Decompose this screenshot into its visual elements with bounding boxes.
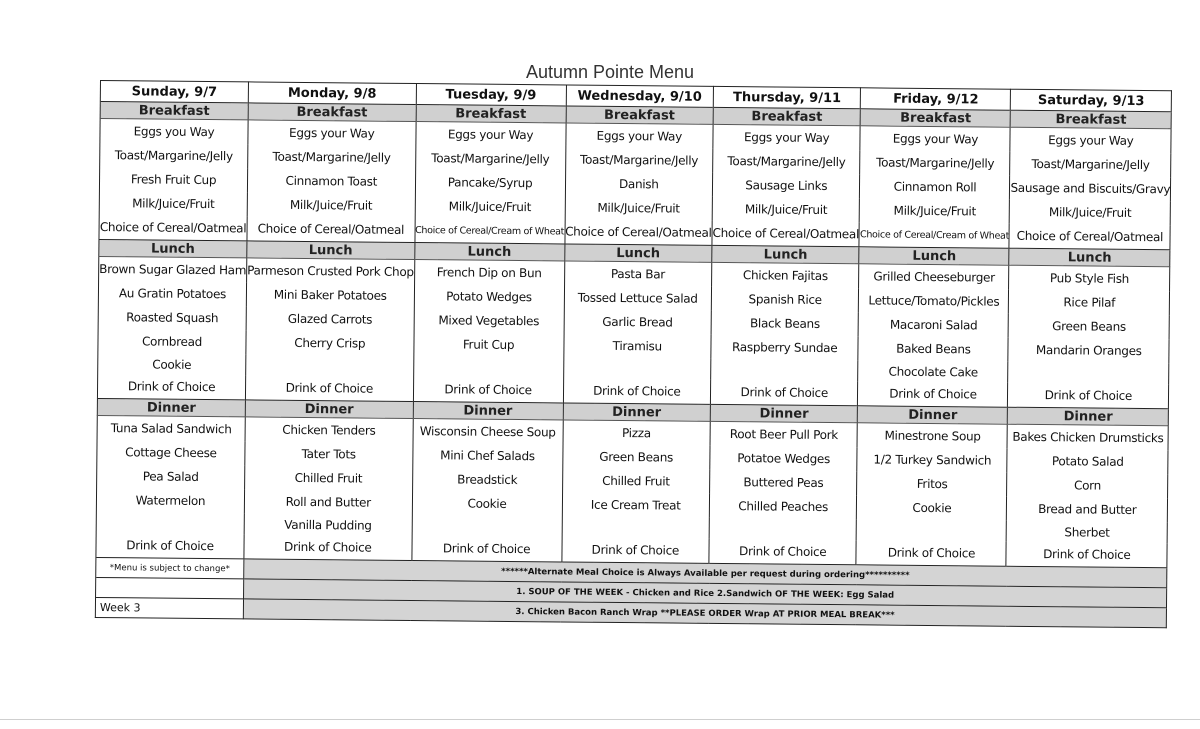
menu-item: Mini Baker Potatoes xyxy=(246,282,414,308)
lunch-section-header: Lunch xyxy=(1009,248,1170,267)
menu-item: Toast/Margarine/Jelly xyxy=(248,144,416,170)
breakfast-section-header: Breakfast xyxy=(248,103,416,122)
menu-item: Cherry Crisp xyxy=(246,330,414,356)
week-label: Week 3 xyxy=(95,597,243,618)
menu-item xyxy=(96,512,244,534)
menu-item: Potato Wedges xyxy=(414,284,564,309)
lunch-section-header: Lunch xyxy=(859,247,1009,265)
menu-item: Milk/Juice/Fruit xyxy=(1010,200,1171,226)
dinner-section-header: Dinner xyxy=(563,403,711,421)
menu-item: Cookie xyxy=(412,491,562,516)
day-header: Tuesday, 9/9 xyxy=(416,84,566,106)
menu-item xyxy=(413,356,563,378)
menu-item: Fritos xyxy=(857,471,1007,496)
menu-item: Milk/Juice/Fruit xyxy=(712,197,860,222)
wrap-order-note: 3. Chicken Bacon Ranch Wrap **PLEASE ORDER Wrap AT PRIOR MEAL BREAK*** xyxy=(243,599,1166,628)
menu-item: Milk/Juice/Fruit xyxy=(565,195,713,220)
menu-item: Fresh Fruit Cup xyxy=(99,167,247,192)
menu-item: Mixed Vegetables xyxy=(414,308,564,333)
menu-item: Grilled Cheeseburger xyxy=(859,264,1009,290)
menu-item: Macaroni Salad xyxy=(859,312,1009,337)
menu-item: Ice Cream Treat xyxy=(562,492,710,517)
menu-item: Drink of Choice xyxy=(710,380,858,406)
menu-item: Toast/Margarine/Jelly xyxy=(1010,152,1171,178)
menu-item xyxy=(709,518,857,540)
menu-item: Vanilla Pudding xyxy=(244,513,412,536)
lunch-section-header: Lunch xyxy=(414,243,564,261)
menu-item: Chicken Tenders xyxy=(245,417,413,443)
menu-item: Pizza xyxy=(563,420,711,446)
menu-item: Drink of Choice xyxy=(709,539,857,565)
menu-item xyxy=(1008,362,1169,385)
menu-item: Pasta Bar xyxy=(564,261,712,287)
menu-item: Chocolate Cake xyxy=(858,360,1008,382)
dinner-section-header: Dinner xyxy=(413,402,563,420)
breakfast-section-header: Breakfast xyxy=(713,107,861,125)
menu-item: French Dip on Bun xyxy=(414,260,564,286)
dinner-section-header: Dinner xyxy=(858,406,1008,424)
menu-item: Drink of Choice xyxy=(96,533,244,559)
menu-item: Toast/Margarine/Jelly xyxy=(415,146,565,171)
dinner-section-header: Dinner xyxy=(97,398,245,416)
menu-item: Rice Pilaf xyxy=(1009,290,1170,316)
menu-item: Sherbet xyxy=(1007,521,1168,544)
menu-item: Glazed Carrots xyxy=(246,306,414,332)
day-header: Saturday, 9/13 xyxy=(1011,89,1172,112)
menu-item: Watermelon xyxy=(96,488,244,513)
menu-item: Choice of Cereal/Cream of Wheat xyxy=(415,218,565,244)
menu-item: Root Beer Pull Pork xyxy=(710,421,858,447)
menu-item: 1/2 Turkey Sandwich xyxy=(857,447,1007,472)
menu-item xyxy=(246,354,414,377)
menu-item: Drink of Choice xyxy=(244,534,412,560)
lunch-section-header: Lunch xyxy=(564,244,712,262)
menu-item: Eggs your Way xyxy=(565,123,713,149)
breakfast-section-header: Breakfast xyxy=(100,102,248,120)
menu-item: Potato Salad xyxy=(1007,449,1168,475)
day-header: Sunday, 9/7 xyxy=(100,81,248,103)
menu-item: Pea Salad xyxy=(97,464,245,489)
menu-item: Garlic Bread xyxy=(564,309,712,334)
menu-item xyxy=(563,357,711,379)
menu-item: Spanish Rice xyxy=(711,287,859,312)
menu-item: Green Beans xyxy=(1009,314,1170,340)
alternate-meal-note: ******Alternate Meal Choice is Always Available per request during ordering********** xyxy=(244,559,1167,588)
menu-change-note: *Menu is subject to change* xyxy=(96,557,244,578)
lunch-section-header: Lunch xyxy=(247,241,415,260)
menu-item: Cookie xyxy=(98,353,246,375)
menu-item: Mandarin Oranges xyxy=(1008,338,1169,364)
weekly-menu-table xyxy=(95,80,1172,628)
menu-item: Parmeson Crusted Pork Chop xyxy=(247,258,415,284)
menu-item: Toast/Margarine/Jelly xyxy=(860,150,1010,175)
breakfast-section-header: Breakfast xyxy=(861,109,1011,127)
menu-item: Chilled Fruit xyxy=(562,468,710,493)
breakfast-section-header: Breakfast xyxy=(566,106,714,124)
menu-item: Toast/Margarine/Jelly xyxy=(100,143,248,168)
menu-item: Choice of Cereal/Cream of Wheat xyxy=(859,222,1009,248)
day-header: Wednesday, 9/10 xyxy=(566,85,714,107)
menu-item: Tuna Salad Sandwich xyxy=(97,415,245,441)
day-header: Monday, 9/8 xyxy=(248,82,416,105)
menu-item: Raspberry Sundae xyxy=(711,335,859,360)
menu-item: Milk/Juice/Fruit xyxy=(860,198,1010,223)
menu-item: Eggs your Way xyxy=(415,122,565,148)
menu-item: Drink of Choice xyxy=(1006,542,1167,568)
day-header: Thursday, 9/11 xyxy=(713,86,861,108)
dinner-section-header: Dinner xyxy=(1008,407,1169,426)
day-header: Friday, 9/12 xyxy=(861,88,1011,110)
menu-item: Eggs your Way xyxy=(860,126,1010,152)
menu-item xyxy=(562,516,710,538)
menu-item: Milk/Juice/Fruit xyxy=(415,194,565,219)
menu-item: Wisconsin Cheese Soup xyxy=(413,419,563,445)
menu-item: Chicken Fajitas xyxy=(712,262,860,288)
menu-item: Cottage Cheese xyxy=(97,440,245,465)
menu-item: Sausage and Biscuits/Gravy xyxy=(1010,176,1171,202)
menu-item: Eggs your Way xyxy=(713,124,861,150)
menu-item: Tossed Lettuce Salad xyxy=(564,285,712,310)
footer-spacer xyxy=(96,577,244,598)
menu-item: Drink of Choice xyxy=(856,540,1006,566)
menu-item: Milk/Juice/Fruit xyxy=(247,192,415,218)
menu-item xyxy=(412,515,562,537)
menu-item: Green Beans xyxy=(562,444,710,469)
menu-item: Pub Style Fish xyxy=(1009,265,1170,291)
menu-item: Choice of Cereal/Oatmeal xyxy=(712,221,860,247)
menu-item: Breadstick xyxy=(412,467,562,492)
menu-item: Choice of Cereal/Oatmeal xyxy=(565,219,713,245)
menu-item: Eggs your Way xyxy=(248,120,416,146)
menu-item: Eggs your Way xyxy=(1010,127,1171,153)
page-title: Autumn Pointe Menu xyxy=(525,62,695,82)
menu-item: Cookie xyxy=(857,495,1007,520)
menu-item: Milk/Juice/Fruit xyxy=(99,191,247,216)
scan-edge-line xyxy=(0,719,1200,720)
menu-item: Bread and Butter xyxy=(1007,497,1168,523)
menu-item: Buttered Peas xyxy=(710,470,858,495)
menu-item: Drink of Choice xyxy=(411,536,561,562)
menu-item: Drink of Choice xyxy=(97,374,245,400)
menu-item: Toast/Margarine/Jelly xyxy=(565,147,713,172)
soup-of-week-note: 1. SOUP OF THE WEEK - Chicken and Rice 2.Sandwich OF THE WEEK: Egg Salad xyxy=(244,579,1167,608)
menu-item: Baked Beans xyxy=(858,336,1008,361)
menu-item: Au Gratin Potatoes xyxy=(98,281,246,306)
menu-item: Choice of Cereal/Oatmeal xyxy=(247,216,415,242)
dinner-section-header: Dinner xyxy=(710,404,858,422)
menu-item: Potatoe Wedges xyxy=(710,446,858,471)
menu-item: Cinnamon Toast xyxy=(247,168,415,194)
menu-item: Drink of Choice xyxy=(563,378,711,404)
menu-item: Corn xyxy=(1007,473,1168,499)
menu-item: Brown Sugar Glazed Ham xyxy=(99,256,247,282)
menu-item: Tiramisu xyxy=(563,333,711,358)
menu-item: Tater Tots xyxy=(245,441,413,467)
menu-item: Eggs you Way xyxy=(100,119,248,145)
menu-item: Cinnamon Roll xyxy=(860,174,1010,199)
breakfast-section-header: Breakfast xyxy=(1011,110,1172,129)
breakfast-section-header: Breakfast xyxy=(416,105,566,123)
menu-item: Chilled Peaches xyxy=(709,494,857,519)
menu-item: Cornbread xyxy=(98,329,246,354)
menu-item: Fruit Cup xyxy=(413,332,563,357)
menu-item: Roll and Butter xyxy=(244,489,412,515)
menu-item: Roasted Squash xyxy=(98,305,246,330)
menu-item: Drink of Choice xyxy=(413,377,563,403)
menu-item: Drink of Choice xyxy=(245,375,413,401)
dinner-section-header: Dinner xyxy=(245,400,413,419)
menu-item: Chilled Fruit xyxy=(245,465,413,491)
lunch-section-header: Lunch xyxy=(99,239,247,257)
menu-item: Lettuce/Tomato/Pickles xyxy=(859,288,1009,313)
menu-item: Choice of Cereal/Oatmeal xyxy=(1009,224,1170,250)
lunch-section-header: Lunch xyxy=(712,245,860,263)
menu-item: Minestrone Soup xyxy=(857,423,1007,449)
menu-item: Sausage Links xyxy=(712,173,860,198)
menu-item: Pancake/Syrup xyxy=(415,170,565,195)
menu-item: Drink of Choice xyxy=(1008,383,1169,409)
menu-item xyxy=(857,519,1007,541)
menu-item: Bakes Chicken Drumsticks xyxy=(1007,424,1168,450)
menu-item xyxy=(711,359,859,381)
menu-item: Black Beans xyxy=(711,311,859,336)
menu-body xyxy=(95,81,1171,628)
menu-item: Drink of Choice xyxy=(561,537,709,563)
menu-item: Choice of Cereal/Oatmeal xyxy=(99,215,247,241)
menu-item: Danish xyxy=(565,171,713,196)
menu-item: Mini Chef Salads xyxy=(412,443,562,468)
menu-item: Toast/Margarine/Jelly xyxy=(713,149,861,174)
menu-item: Drink of Choice xyxy=(858,381,1008,407)
